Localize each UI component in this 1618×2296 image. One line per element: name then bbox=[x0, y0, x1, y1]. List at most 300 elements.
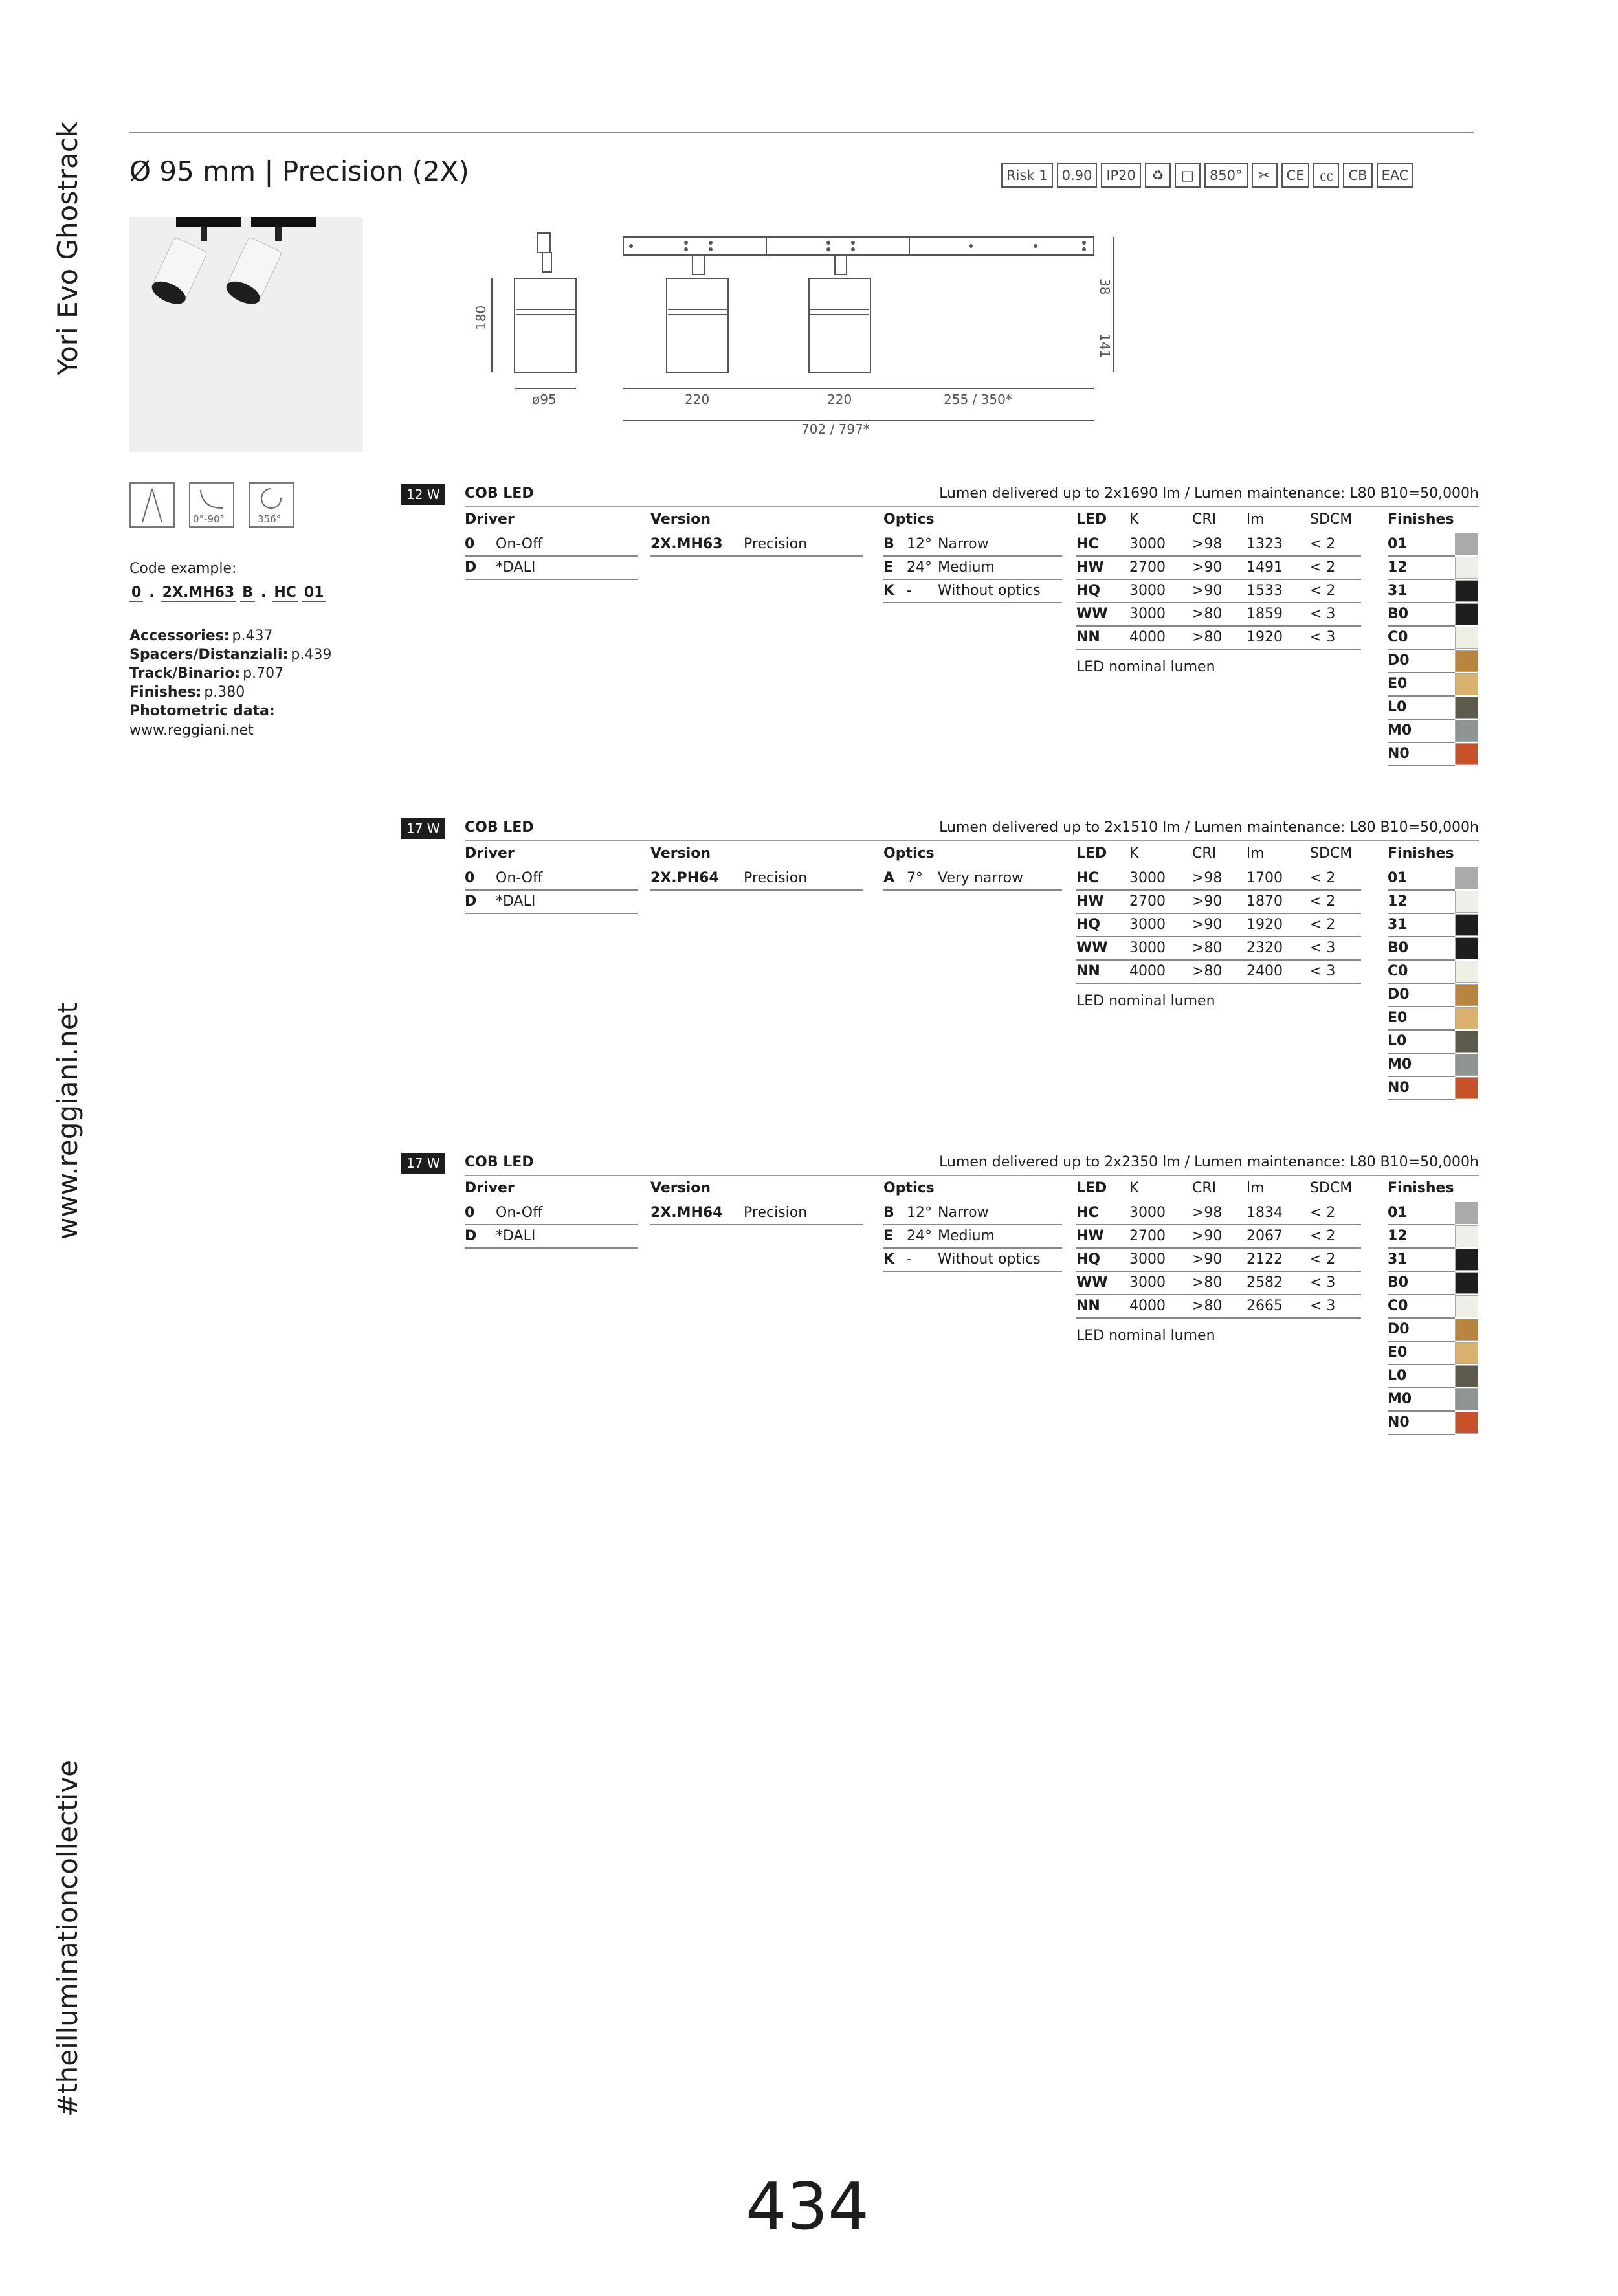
led-code: WW bbox=[1076, 1275, 1108, 1291]
led-lm: 1870 bbox=[1247, 893, 1283, 909]
finish-underline bbox=[1388, 959, 1455, 961]
code-example-label: Code example: bbox=[129, 561, 237, 577]
led-k: 3000 bbox=[1129, 870, 1166, 886]
track-spotlight-image bbox=[129, 217, 363, 452]
feature-icons bbox=[129, 482, 294, 528]
page-number: 434 bbox=[746, 2168, 869, 2244]
reference-label: Finishes: bbox=[129, 684, 202, 700]
finish-code: L0 bbox=[1388, 1368, 1407, 1384]
finish-underline bbox=[1388, 1076, 1455, 1077]
led-sdcm: < 2 bbox=[1310, 917, 1336, 933]
badge: CB bbox=[1343, 163, 1372, 188]
finish-code: E0 bbox=[1388, 1344, 1408, 1361]
led-k: 4000 bbox=[1129, 1298, 1166, 1314]
version-underline bbox=[650, 889, 863, 891]
led-cri: >80 bbox=[1192, 1275, 1223, 1291]
led-underline bbox=[1076, 1294, 1361, 1295]
column-header-led: LED bbox=[1076, 1180, 1107, 1196]
finish-swatch bbox=[1455, 1365, 1478, 1387]
reference-row bbox=[129, 647, 331, 663]
side-website: www.reggiani.net bbox=[52, 1002, 83, 1240]
driver-name: On-Off bbox=[496, 536, 543, 552]
beam-icon bbox=[129, 482, 175, 528]
column-header-lm: lm bbox=[1247, 1180, 1265, 1196]
column-header-k: K bbox=[1129, 845, 1139, 862]
driver-underline bbox=[465, 1247, 638, 1249]
badge: ♻ bbox=[1145, 163, 1171, 188]
driver-name: On-Off bbox=[496, 1205, 543, 1221]
driver-underline bbox=[465, 889, 638, 891]
section-title: COB LED bbox=[465, 1154, 534, 1170]
code-part: B bbox=[240, 585, 255, 602]
led-cri: >90 bbox=[1192, 1228, 1223, 1244]
led-cri: >80 bbox=[1192, 629, 1223, 645]
led-sdcm: < 3 bbox=[1310, 963, 1336, 979]
led-underline bbox=[1076, 602, 1361, 603]
led-underline bbox=[1076, 959, 1361, 961]
finish-code: B0 bbox=[1388, 1275, 1409, 1291]
finish-swatch bbox=[1455, 603, 1478, 625]
dim-height: 180 bbox=[473, 305, 489, 330]
driver-code: D bbox=[465, 1228, 477, 1244]
led-underline bbox=[1076, 1224, 1361, 1225]
finish-code: B0 bbox=[1388, 940, 1409, 956]
optic-angle: 24° bbox=[907, 1228, 932, 1244]
badge: 0.90 bbox=[1057, 163, 1098, 188]
dim-220b: 220 bbox=[827, 392, 852, 407]
badge: IP20 bbox=[1101, 163, 1141, 188]
finish-swatch bbox=[1455, 650, 1478, 672]
column-header-k: K bbox=[1129, 511, 1139, 528]
section-rule bbox=[465, 840, 1479, 841]
finish-underline bbox=[1388, 1053, 1455, 1054]
finish-underline bbox=[1388, 1099, 1455, 1100]
led-underline bbox=[1076, 889, 1361, 891]
led-sdcm: < 3 bbox=[1310, 1298, 1336, 1314]
led-lm: 1491 bbox=[1247, 559, 1283, 575]
led-sdcm: < 2 bbox=[1310, 536, 1336, 552]
version-code: 2X.PH64 bbox=[650, 870, 719, 886]
driver-name: *DALI bbox=[496, 559, 536, 575]
led-cri: >80 bbox=[1192, 963, 1223, 979]
product-photo bbox=[129, 217, 363, 452]
column-header-sdcm: SDCM bbox=[1310, 1180, 1353, 1196]
led-code: WW bbox=[1076, 606, 1108, 622]
badge: CE bbox=[1281, 163, 1310, 188]
led-code: HQ bbox=[1076, 583, 1101, 599]
reference-value: p.437 bbox=[232, 628, 273, 644]
code-part: 0 bbox=[129, 585, 143, 602]
finish-underline bbox=[1388, 649, 1455, 650]
finish-swatch bbox=[1455, 1007, 1478, 1029]
led-underline bbox=[1076, 936, 1361, 937]
column-header-version: Version bbox=[650, 1180, 711, 1196]
reference-label: Photometric data: bbox=[129, 703, 275, 719]
finish-underline bbox=[1388, 936, 1455, 937]
reference-label: Accessories: bbox=[129, 628, 230, 644]
led-underline bbox=[1076, 625, 1361, 627]
optic-name: Narrow bbox=[938, 1205, 989, 1221]
finish-swatch bbox=[1455, 961, 1478, 983]
led-code: HC bbox=[1076, 1205, 1099, 1221]
led-cri: >80 bbox=[1192, 1298, 1223, 1314]
column-header-led: LED bbox=[1076, 845, 1107, 862]
optic-name: Without optics bbox=[938, 1251, 1041, 1267]
led-code: HW bbox=[1076, 559, 1104, 575]
driver-code: 0 bbox=[465, 870, 475, 886]
finish-code: E0 bbox=[1388, 676, 1408, 692]
finish-swatch bbox=[1455, 1319, 1478, 1341]
column-header-k: K bbox=[1129, 1180, 1139, 1196]
finish-code: C0 bbox=[1388, 963, 1408, 979]
dim-141: 141 bbox=[1097, 333, 1113, 359]
led-k: 3000 bbox=[1129, 583, 1166, 599]
code-part: . bbox=[261, 585, 267, 601]
optic-angle: 24° bbox=[907, 559, 932, 575]
finish-code: D0 bbox=[1388, 986, 1410, 1003]
badge: ㏄ bbox=[1313, 163, 1339, 188]
led-underline bbox=[1076, 1317, 1361, 1319]
led-code: HW bbox=[1076, 1228, 1104, 1244]
driver-name: *DALI bbox=[496, 893, 536, 909]
version-code: 2X.MH64 bbox=[650, 1205, 723, 1221]
badge: 850° bbox=[1204, 163, 1248, 188]
column-header-driver: Driver bbox=[465, 1180, 515, 1196]
finish-code: C0 bbox=[1388, 1298, 1408, 1314]
finish-underline bbox=[1388, 579, 1455, 580]
dim-38: 38 bbox=[1097, 278, 1113, 295]
led-k: 4000 bbox=[1129, 629, 1166, 645]
driver-code: D bbox=[465, 559, 477, 575]
column-header-led: LED bbox=[1076, 511, 1107, 528]
led-k: 2700 bbox=[1129, 893, 1166, 909]
led-cri: >90 bbox=[1192, 917, 1223, 933]
finish-swatch bbox=[1455, 1031, 1478, 1053]
column-header-lm: lm bbox=[1247, 845, 1265, 862]
led-lm: 2582 bbox=[1247, 1275, 1283, 1291]
reference-value: p.707 bbox=[243, 665, 284, 682]
optic-angle: 7° bbox=[907, 870, 923, 886]
dim-diameter: ø95 bbox=[532, 392, 557, 407]
side-hashtag: #theilluminationcollective bbox=[52, 1759, 83, 2117]
finish-underline bbox=[1388, 1224, 1455, 1225]
finish-swatch bbox=[1455, 1388, 1478, 1410]
finish-swatch bbox=[1455, 557, 1478, 579]
optic-name: Narrow bbox=[938, 536, 989, 552]
finish-underline bbox=[1388, 1271, 1455, 1272]
led-underline bbox=[1076, 1271, 1361, 1272]
led-k: 3000 bbox=[1129, 917, 1166, 933]
finish-underline bbox=[1388, 913, 1455, 914]
optic-underline bbox=[883, 602, 1062, 603]
wattage-badge: 17 W bbox=[401, 818, 445, 839]
finish-code: M0 bbox=[1388, 1391, 1412, 1407]
finish-swatch bbox=[1455, 867, 1478, 889]
dim-255: 255 / 350* bbox=[944, 392, 1012, 407]
column-header-version: Version bbox=[650, 511, 711, 528]
finish-code: 31 bbox=[1388, 1251, 1408, 1267]
finish-underline bbox=[1388, 1341, 1455, 1342]
led-k: 3000 bbox=[1129, 940, 1166, 956]
led-sdcm: < 2 bbox=[1310, 1228, 1336, 1244]
finish-underline bbox=[1388, 889, 1455, 891]
finish-underline bbox=[1388, 1317, 1455, 1319]
code-part: HC bbox=[272, 585, 298, 602]
led-cri: >80 bbox=[1192, 606, 1223, 622]
led-code: WW bbox=[1076, 940, 1108, 956]
led-k: 3000 bbox=[1129, 1275, 1166, 1291]
section-title: COB LED bbox=[465, 485, 534, 502]
led-cri: >90 bbox=[1192, 559, 1223, 575]
optic-underline bbox=[883, 1224, 1062, 1225]
led-sdcm: < 3 bbox=[1310, 606, 1336, 622]
finish-underline bbox=[1388, 1434, 1455, 1435]
led-lm: 1700 bbox=[1247, 870, 1283, 886]
led-code: NN bbox=[1076, 963, 1100, 979]
led-lm: 1859 bbox=[1247, 606, 1283, 622]
led-lm: 1834 bbox=[1247, 1205, 1283, 1221]
optic-code: A bbox=[883, 870, 895, 886]
top-rule bbox=[129, 132, 1474, 133]
reference-row bbox=[129, 628, 273, 644]
optic-code: E bbox=[883, 559, 894, 575]
led-cri: >90 bbox=[1192, 1251, 1223, 1267]
finish-code: L0 bbox=[1388, 699, 1407, 715]
finish-code: C0 bbox=[1388, 629, 1408, 645]
version-underline bbox=[650, 1224, 863, 1225]
finish-underline bbox=[1388, 1294, 1455, 1295]
led-lm: 2067 bbox=[1247, 1228, 1283, 1244]
finish-swatch bbox=[1455, 914, 1478, 936]
rotate-label: 356° bbox=[258, 513, 282, 525]
finish-underline bbox=[1388, 765, 1455, 766]
optic-name: Medium bbox=[938, 1228, 995, 1244]
reference-row bbox=[129, 684, 245, 700]
code-example bbox=[129, 585, 326, 602]
certification-badges bbox=[1001, 163, 1413, 188]
led-cri: >80 bbox=[1192, 940, 1223, 956]
finish-code: B0 bbox=[1388, 606, 1409, 622]
product-section bbox=[401, 818, 1479, 1116]
finish-swatch bbox=[1455, 1272, 1478, 1294]
finish-swatch bbox=[1455, 580, 1478, 602]
finish-code: 31 bbox=[1388, 583, 1408, 599]
led-k: 3000 bbox=[1129, 1205, 1166, 1221]
driver-underline bbox=[465, 579, 638, 580]
finish-code: E0 bbox=[1388, 1010, 1408, 1026]
led-sdcm: < 3 bbox=[1310, 629, 1336, 645]
column-header-cri: CRI bbox=[1192, 511, 1217, 528]
badge: □ bbox=[1175, 163, 1201, 188]
finish-code: L0 bbox=[1388, 1033, 1407, 1049]
led-code: HC bbox=[1076, 536, 1099, 552]
finish-underline bbox=[1388, 1029, 1455, 1031]
optic-angle: 12° bbox=[907, 536, 932, 552]
finish-underline bbox=[1388, 695, 1455, 697]
optic-code: B bbox=[883, 1205, 894, 1221]
optic-angle: - bbox=[907, 583, 912, 599]
optic-angle: - bbox=[907, 1251, 912, 1267]
driver-code: 0 bbox=[465, 1205, 475, 1221]
led-sdcm: < 3 bbox=[1310, 1275, 1336, 1291]
dim-220a: 220 bbox=[685, 392, 710, 407]
optic-underline bbox=[883, 1247, 1062, 1249]
finish-underline bbox=[1388, 672, 1455, 673]
finish-underline bbox=[1388, 983, 1455, 984]
finish-swatch bbox=[1455, 533, 1478, 555]
column-header-sdcm: SDCM bbox=[1310, 845, 1353, 862]
code-part: 2X.MH63 bbox=[161, 585, 237, 602]
version-name: Precision bbox=[744, 1205, 808, 1221]
led-k: 3000 bbox=[1129, 606, 1166, 622]
led-sdcm: < 3 bbox=[1310, 940, 1336, 956]
led-sdcm: < 2 bbox=[1310, 583, 1336, 599]
optic-underline bbox=[883, 555, 1062, 557]
finish-code: M0 bbox=[1388, 722, 1412, 739]
led-underline bbox=[1076, 649, 1361, 650]
tilt-icon bbox=[189, 482, 234, 528]
led-cri: >90 bbox=[1192, 583, 1223, 599]
finish-swatch bbox=[1455, 697, 1478, 719]
led-lm: 2122 bbox=[1247, 1251, 1283, 1267]
finish-swatch bbox=[1455, 720, 1478, 742]
lumen-info: Lumen delivered up to 2x1690 lm / Lumen maintenance: L80 B10=50,000h bbox=[939, 485, 1479, 502]
driver-name: *DALI bbox=[496, 1228, 536, 1244]
reference-label: Spacers/Distanziali: bbox=[129, 647, 289, 663]
reference-label: Track/Binario: bbox=[129, 665, 241, 682]
led-k: 4000 bbox=[1129, 963, 1166, 979]
finish-underline bbox=[1388, 1364, 1455, 1365]
led-k: 2700 bbox=[1129, 1228, 1166, 1244]
led-k: 3000 bbox=[1129, 536, 1166, 552]
optic-name: Very narrow bbox=[938, 870, 1024, 886]
column-header-lm: lm bbox=[1247, 511, 1265, 528]
finish-code: D0 bbox=[1388, 1321, 1410, 1337]
led-code: HQ bbox=[1076, 917, 1101, 933]
finish-code: D0 bbox=[1388, 652, 1410, 669]
finish-swatch bbox=[1455, 1077, 1478, 1099]
driver-name: On-Off bbox=[496, 870, 543, 886]
led-nominal-note: LED nominal lumen bbox=[1076, 993, 1215, 1009]
finish-underline bbox=[1388, 719, 1455, 720]
finish-code: N0 bbox=[1388, 1414, 1410, 1431]
badge: ✂ bbox=[1252, 163, 1278, 188]
finish-swatch bbox=[1455, 1342, 1478, 1364]
reference-row bbox=[129, 703, 278, 719]
column-header-version: Version bbox=[650, 845, 711, 862]
finish-code: 12 bbox=[1388, 559, 1408, 575]
led-k: 2700 bbox=[1129, 559, 1166, 575]
optic-angle: 12° bbox=[907, 1205, 932, 1221]
finish-code: N0 bbox=[1388, 1080, 1410, 1096]
finish-code: 12 bbox=[1388, 1228, 1408, 1244]
photometric-url: www.reggiani.net bbox=[129, 722, 254, 739]
led-code: HC bbox=[1076, 870, 1099, 886]
version-underline bbox=[650, 555, 863, 557]
badge: Risk 1 bbox=[1001, 163, 1053, 188]
finish-underline bbox=[1388, 1410, 1455, 1412]
finish-code: 01 bbox=[1388, 870, 1408, 886]
led-nominal-note: LED nominal lumen bbox=[1076, 659, 1215, 675]
finish-swatch bbox=[1455, 627, 1478, 649]
finish-swatch bbox=[1455, 1249, 1478, 1271]
finish-underline bbox=[1388, 1006, 1455, 1007]
technical-drawing bbox=[453, 227, 1133, 440]
optic-underline bbox=[883, 889, 1062, 891]
lumen-info: Lumen delivered up to 2x1510 lm / Lumen maintenance: L80 B10=50,000h bbox=[939, 819, 1479, 836]
finish-swatch bbox=[1455, 984, 1478, 1006]
code-part: 01 bbox=[302, 585, 326, 602]
led-lm: 2665 bbox=[1247, 1298, 1283, 1314]
product-section bbox=[401, 1153, 1479, 1451]
led-nominal-note: LED nominal lumen bbox=[1076, 1328, 1215, 1344]
led-underline bbox=[1076, 579, 1361, 580]
finish-swatch bbox=[1455, 1295, 1478, 1317]
led-cri: >98 bbox=[1192, 1205, 1223, 1221]
column-header-optics: Optics bbox=[883, 845, 935, 862]
finish-swatch bbox=[1455, 1412, 1478, 1434]
led-lm: 1920 bbox=[1247, 917, 1283, 933]
badge: EAC bbox=[1377, 163, 1414, 188]
finish-swatch bbox=[1455, 1202, 1478, 1224]
driver-underline bbox=[465, 555, 638, 557]
reference-value: p.380 bbox=[204, 684, 245, 700]
finish-code: 01 bbox=[1388, 1205, 1408, 1221]
reference-value: p.439 bbox=[291, 647, 332, 663]
led-underline bbox=[1076, 913, 1361, 914]
product-section bbox=[401, 484, 1479, 782]
led-cri: >98 bbox=[1192, 536, 1223, 552]
led-lm: 1920 bbox=[1247, 629, 1283, 645]
finish-swatch bbox=[1455, 743, 1478, 765]
finish-swatch bbox=[1455, 891, 1478, 913]
finish-swatch bbox=[1455, 1054, 1478, 1076]
led-lm: 1323 bbox=[1247, 536, 1283, 552]
code-part: . bbox=[149, 585, 155, 601]
led-underline bbox=[1076, 555, 1361, 557]
finish-underline bbox=[1388, 742, 1455, 743]
led-cri: >90 bbox=[1192, 893, 1223, 909]
column-header-optics: Optics bbox=[883, 511, 935, 528]
finish-underline bbox=[1388, 1247, 1455, 1249]
column-header-sdcm: SDCM bbox=[1310, 511, 1353, 528]
finish-swatch bbox=[1455, 673, 1478, 695]
version-name: Precision bbox=[744, 536, 808, 552]
finish-code: 12 bbox=[1388, 893, 1408, 909]
led-k: 3000 bbox=[1129, 1251, 1166, 1267]
finish-code: 01 bbox=[1388, 536, 1408, 552]
wattage-badge: 17 W bbox=[401, 1153, 445, 1174]
rotate-icon bbox=[249, 482, 294, 528]
column-header-cri: CRI bbox=[1192, 845, 1217, 862]
tilt-label: 0°-90° bbox=[193, 513, 225, 525]
version-name: Precision bbox=[744, 870, 808, 886]
driver-code: D bbox=[465, 893, 477, 909]
section-rule bbox=[465, 1175, 1479, 1176]
led-lm: 1533 bbox=[1247, 583, 1283, 599]
finish-underline bbox=[1388, 555, 1455, 557]
led-sdcm: < 2 bbox=[1310, 1251, 1336, 1267]
led-sdcm: < 2 bbox=[1310, 559, 1336, 575]
led-code: HQ bbox=[1076, 1251, 1101, 1267]
optic-name: Medium bbox=[938, 559, 995, 575]
lumen-info: Lumen delivered up to 2x2350 lm / Lumen maintenance: L80 B10=50,000h bbox=[939, 1154, 1479, 1170]
led-cri: >98 bbox=[1192, 870, 1223, 886]
optic-code: B bbox=[883, 536, 894, 552]
column-header-cri: CRI bbox=[1192, 1180, 1217, 1196]
driver-underline bbox=[465, 913, 638, 914]
side-product-family: Yori Evo Ghostrack bbox=[52, 121, 83, 375]
